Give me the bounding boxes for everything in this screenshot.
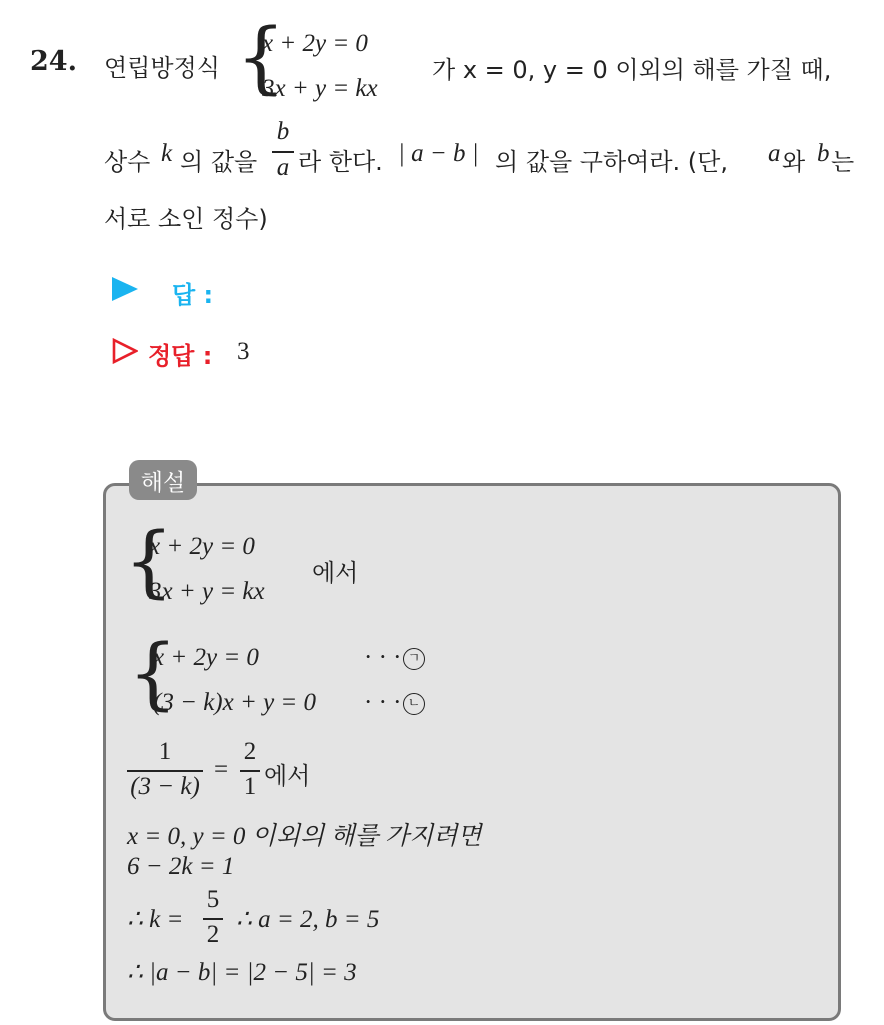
solution-tag: 해설 [129, 460, 197, 500]
solution-final-line: ∴ |a − b| = |2 − 5| = 3 [127, 959, 357, 986]
ratio-right-denominator: 1 [243, 773, 257, 800]
question-line2-b: 의 값을 [180, 148, 258, 176]
ratio-right-fraction [240, 738, 260, 804]
ratio-left-denominator: (3 − k) [130, 773, 200, 800]
solution-nontrivial-line: x = 0, y = 0 이외의 해를 가지려면 [127, 823, 482, 850]
ratio-equals: = [214, 756, 229, 783]
solution-system1-eq2: 3x + y = kx [149, 578, 265, 605]
question-line2-f: 는 [831, 148, 855, 176]
ratio-left-fraction [127, 738, 203, 804]
correct-value: 3 [237, 338, 250, 365]
solution-dots-1: · · · [364, 644, 402, 671]
var-k: k [161, 140, 173, 167]
k-bar [203, 918, 223, 920]
ratio-left-numerator: 1 [158, 738, 172, 765]
solution-dots-2: · · · [364, 689, 402, 716]
k-fraction [203, 886, 223, 952]
var-a: a [768, 140, 781, 167]
circled-mark-2-text: ㄴ [403, 693, 425, 715]
k-numerator: 5 [206, 886, 220, 913]
k-denominator: 2 [206, 921, 220, 948]
fraction-denominator: a [276, 154, 290, 181]
ratio-left-bar [127, 770, 203, 772]
circled-mark-1-text: ㄱ [403, 648, 425, 670]
question-lead: 연립방정식 [104, 54, 220, 82]
solution-system2-eq1: x + 2y = 0 [153, 644, 259, 671]
solution-system2-brace: { [128, 629, 178, 719]
outline-triangle-icon [112, 338, 138, 368]
question-line3: 서로 소인 정수) [104, 205, 268, 233]
correct-label: 정답 : [148, 342, 213, 370]
solution-system1-eq1: x + 2y = 0 [149, 533, 255, 560]
circled-mark-1 [403, 648, 425, 670]
solution-system1-suffix: 에서 [312, 559, 359, 587]
system-eq2: 3x + y = kx [262, 75, 378, 102]
question-line2-e: 와 [782, 148, 806, 176]
filled-triangle-icon [112, 277, 138, 305]
system-eq1: x + 2y = 0 [262, 30, 368, 57]
circled-mark-2 [403, 693, 425, 715]
ratio-suffix: 에서 [264, 762, 311, 790]
fraction-b-over-a [272, 118, 294, 186]
solution-system2-eq2: (3 − k)x + y = 0 [153, 689, 317, 716]
question-condition: 가 x = 0, y = 0 이외의 해를 가질 때, [432, 56, 832, 84]
solution-system1-brace: { [124, 517, 174, 607]
fraction-numerator: b [276, 118, 290, 145]
answer-label: 답 : [172, 281, 214, 309]
fraction-bar [272, 151, 294, 153]
question-line2-d: 의 값을 구하여라. (단, [495, 148, 728, 176]
question-line2-a: 상수 [104, 148, 151, 176]
question-line2-c: 라 한다. [298, 148, 383, 176]
abs-expression: | a − b | [398, 140, 479, 167]
solution-k-prefix: ∴ k = [127, 906, 184, 933]
solution-equation-line: 6 − 2k = 1 [127, 853, 235, 880]
var-b: b [817, 140, 830, 167]
ratio-right-bar [240, 770, 260, 772]
system-brace: { [236, 13, 286, 103]
solution-ab-values: ∴ a = 2, b = 5 [236, 906, 380, 933]
question-number: 24. [30, 46, 77, 77]
ratio-right-numerator: 2 [243, 738, 257, 765]
